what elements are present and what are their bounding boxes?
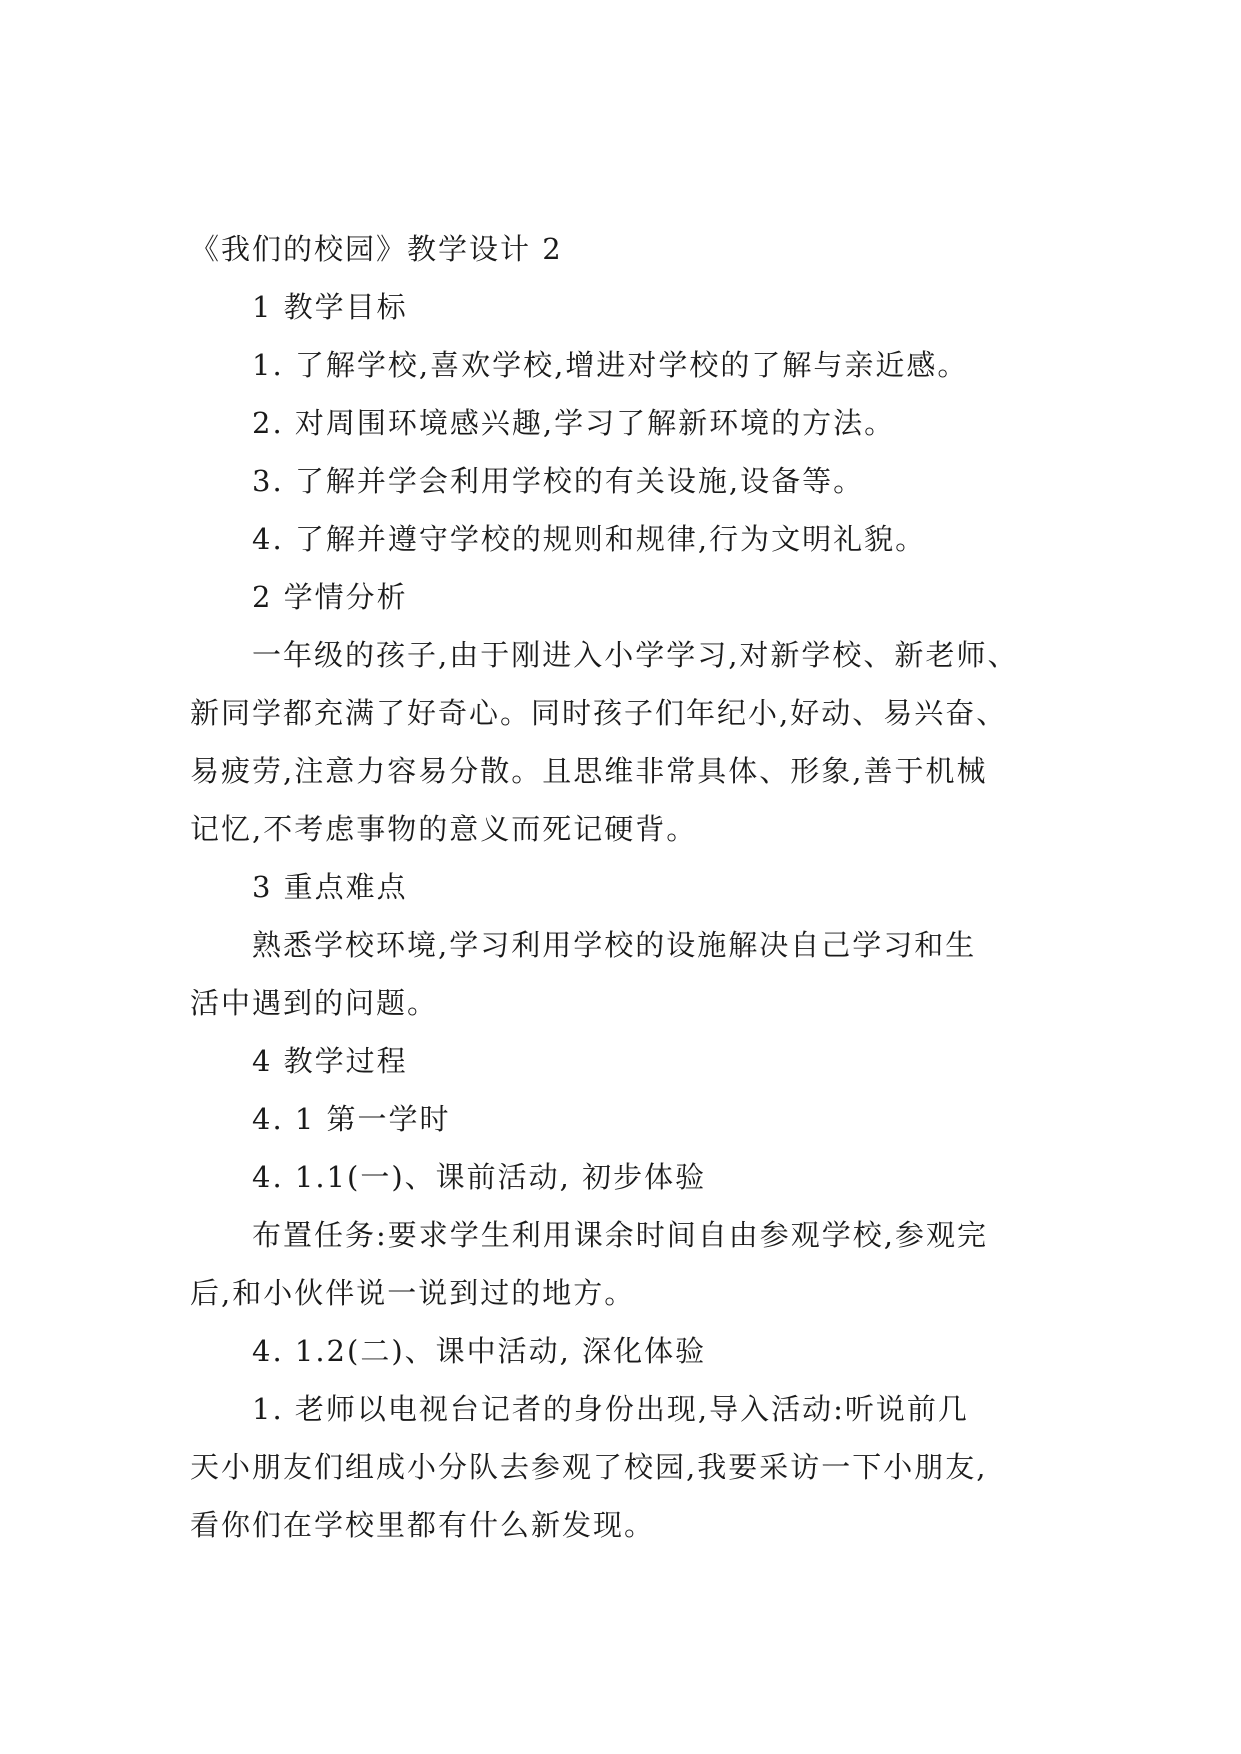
- subsection-heading-lesson-1: 4. 1 第一学时: [252, 1102, 451, 1136]
- analysis-paragraph-line: 新同学都充满了好奇心。同时孩子们年纪小,好动、易兴奋、: [190, 696, 1008, 730]
- analysis-paragraph-line: 易疲劳,注意力容易分散。且思维非常具体、形象,善于机械: [190, 754, 988, 788]
- step-1-paragraph-line: 后,和小伙伴说一说到过的地方。: [190, 1276, 636, 1310]
- subsection-heading-step-2: 4. 1.2(二)、课中活动, 深化体验: [252, 1334, 707, 1368]
- subsection-heading-step-1: 4. 1.1(一)、课前活动, 初步体验: [252, 1160, 707, 1194]
- step-2-paragraph-line: 1. 老师以电视台记者的身份出现,导入活动:听说前几: [252, 1392, 969, 1426]
- section-heading-objectives: 1 教学目标: [252, 290, 408, 324]
- step-2-paragraph-line: 看你们在学校里都有什么新发现。: [190, 1508, 656, 1542]
- analysis-paragraph-line: 一年级的孩子,由于刚进入小学学习,对新学校、新老师、: [252, 638, 1019, 672]
- objective-item: 2. 对周围环境感兴趣,学习了解新环境的方法。: [252, 406, 896, 440]
- document-title: 《我们的校园》教学设计 2: [190, 232, 563, 266]
- section-heading-analysis: 2 学情分析: [252, 580, 408, 614]
- analysis-paragraph-line: 记忆,不考虑事物的意义而死记硬背。: [190, 812, 698, 846]
- step-2-paragraph-line: 天小朋友们组成小分队去参观了校园,我要采访一下小朋友,: [190, 1450, 988, 1484]
- objective-item: 4. 了解并遵守学校的规则和规律,行为文明礼貌。: [252, 522, 927, 556]
- step-1-paragraph-line: 布置任务:要求学生利用课余时间自由参观学校,参观完: [252, 1218, 988, 1252]
- document-body: [190, 220, 1060, 1554]
- key-points-paragraph-line: 熟悉学校环境,学习利用学校的设施解决自己学习和生: [252, 928, 977, 962]
- objective-item: 3. 了解并学会利用学校的有关设施,设备等。: [252, 464, 865, 498]
- section-heading-process: 4 教学过程: [252, 1044, 408, 1078]
- key-points-paragraph-line: 活中遇到的问题。: [190, 986, 439, 1020]
- section-heading-key-points: 3 重点难点: [252, 870, 408, 904]
- objective-item: 1. 了解学校,喜欢学校,增进对学校的了解与亲近感。: [252, 348, 969, 382]
